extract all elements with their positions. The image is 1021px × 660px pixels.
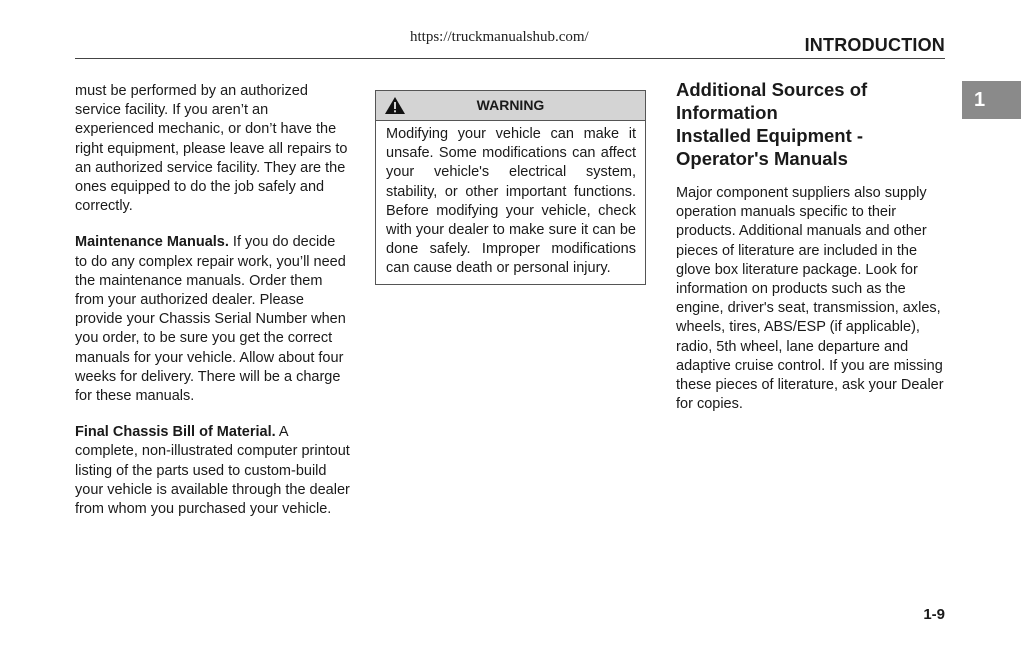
heading-installed-equipment: Installed Equipment - Operator's Manuals	[676, 125, 864, 169]
maintenance-lead: Maintenance Manuals.	[75, 234, 229, 251]
chapter-tab: 1	[962, 81, 1021, 119]
right-column	[676, 78, 951, 414]
bom-paragraph	[75, 423, 350, 519]
bom-lead: Final Chassis Bill of Material.	[75, 424, 276, 441]
warning-text: Modifying your vehicle can make it unsafe. Some modifications can affect your vehicle's electrical system, stability, or other important functions. Before modifying your vehicle, check with your dealer to make sure it can be done safely. Improper modifications can cause death or personal injury.	[386, 126, 636, 277]
page-number: 1-9	[923, 606, 945, 623]
warning-triangle-icon	[384, 96, 406, 115]
warning-box	[375, 90, 646, 285]
operator-manuals-paragraph: Major component suppliers also supply operation manuals specific to their products. Additional manuals and other pieces of literature are included in the glove box literature package. Look for information on products such as the engine, driver's seat, transmission, axles, wheels, tires, ABS/ESP (if applicable), radio, 5th wheel, lane departure and adaptive cruise control. If you are missing these pieces of literature, ask your Dealer for copies.	[676, 185, 944, 413]
section-title: INTRODUCTION	[804, 35, 945, 55]
source-url: https://truckmanualshub.com/	[410, 29, 589, 45]
middle-column	[375, 90, 646, 285]
warning-label: WARNING	[476, 97, 545, 113]
warning-header	[376, 91, 645, 121]
bom-text: A complete, non-illustrated computer printout listing of the parts used to custom-build your vehicle is available through the dealer from whom you purchased your vehicle.	[75, 424, 350, 518]
maintenance-paragraph	[75, 233, 350, 406]
left-column	[75, 82, 350, 519]
heading-additional-sources: Additional Sources of Information	[676, 79, 868, 123]
header-divider	[75, 58, 945, 59]
intro-paragraph: must be performed by an authorized service facility. If you aren’t an experienced mechanic, or don’t have the right equipment, please leave all repairs to an authorized service facility. They are the ones equipped to do the job safely and correctly.	[75, 83, 348, 215]
maintenance-text: If you do decide to do any complex repair work, you’ll need the maintenance manuals. Order them from your authorized dealer. Please provide your Chassis Serial Number when you order, to be sure you get the correct manuals for your vehicle. Allow about four weeks for delivery. There will be a charge for these manuals.	[75, 234, 346, 405]
